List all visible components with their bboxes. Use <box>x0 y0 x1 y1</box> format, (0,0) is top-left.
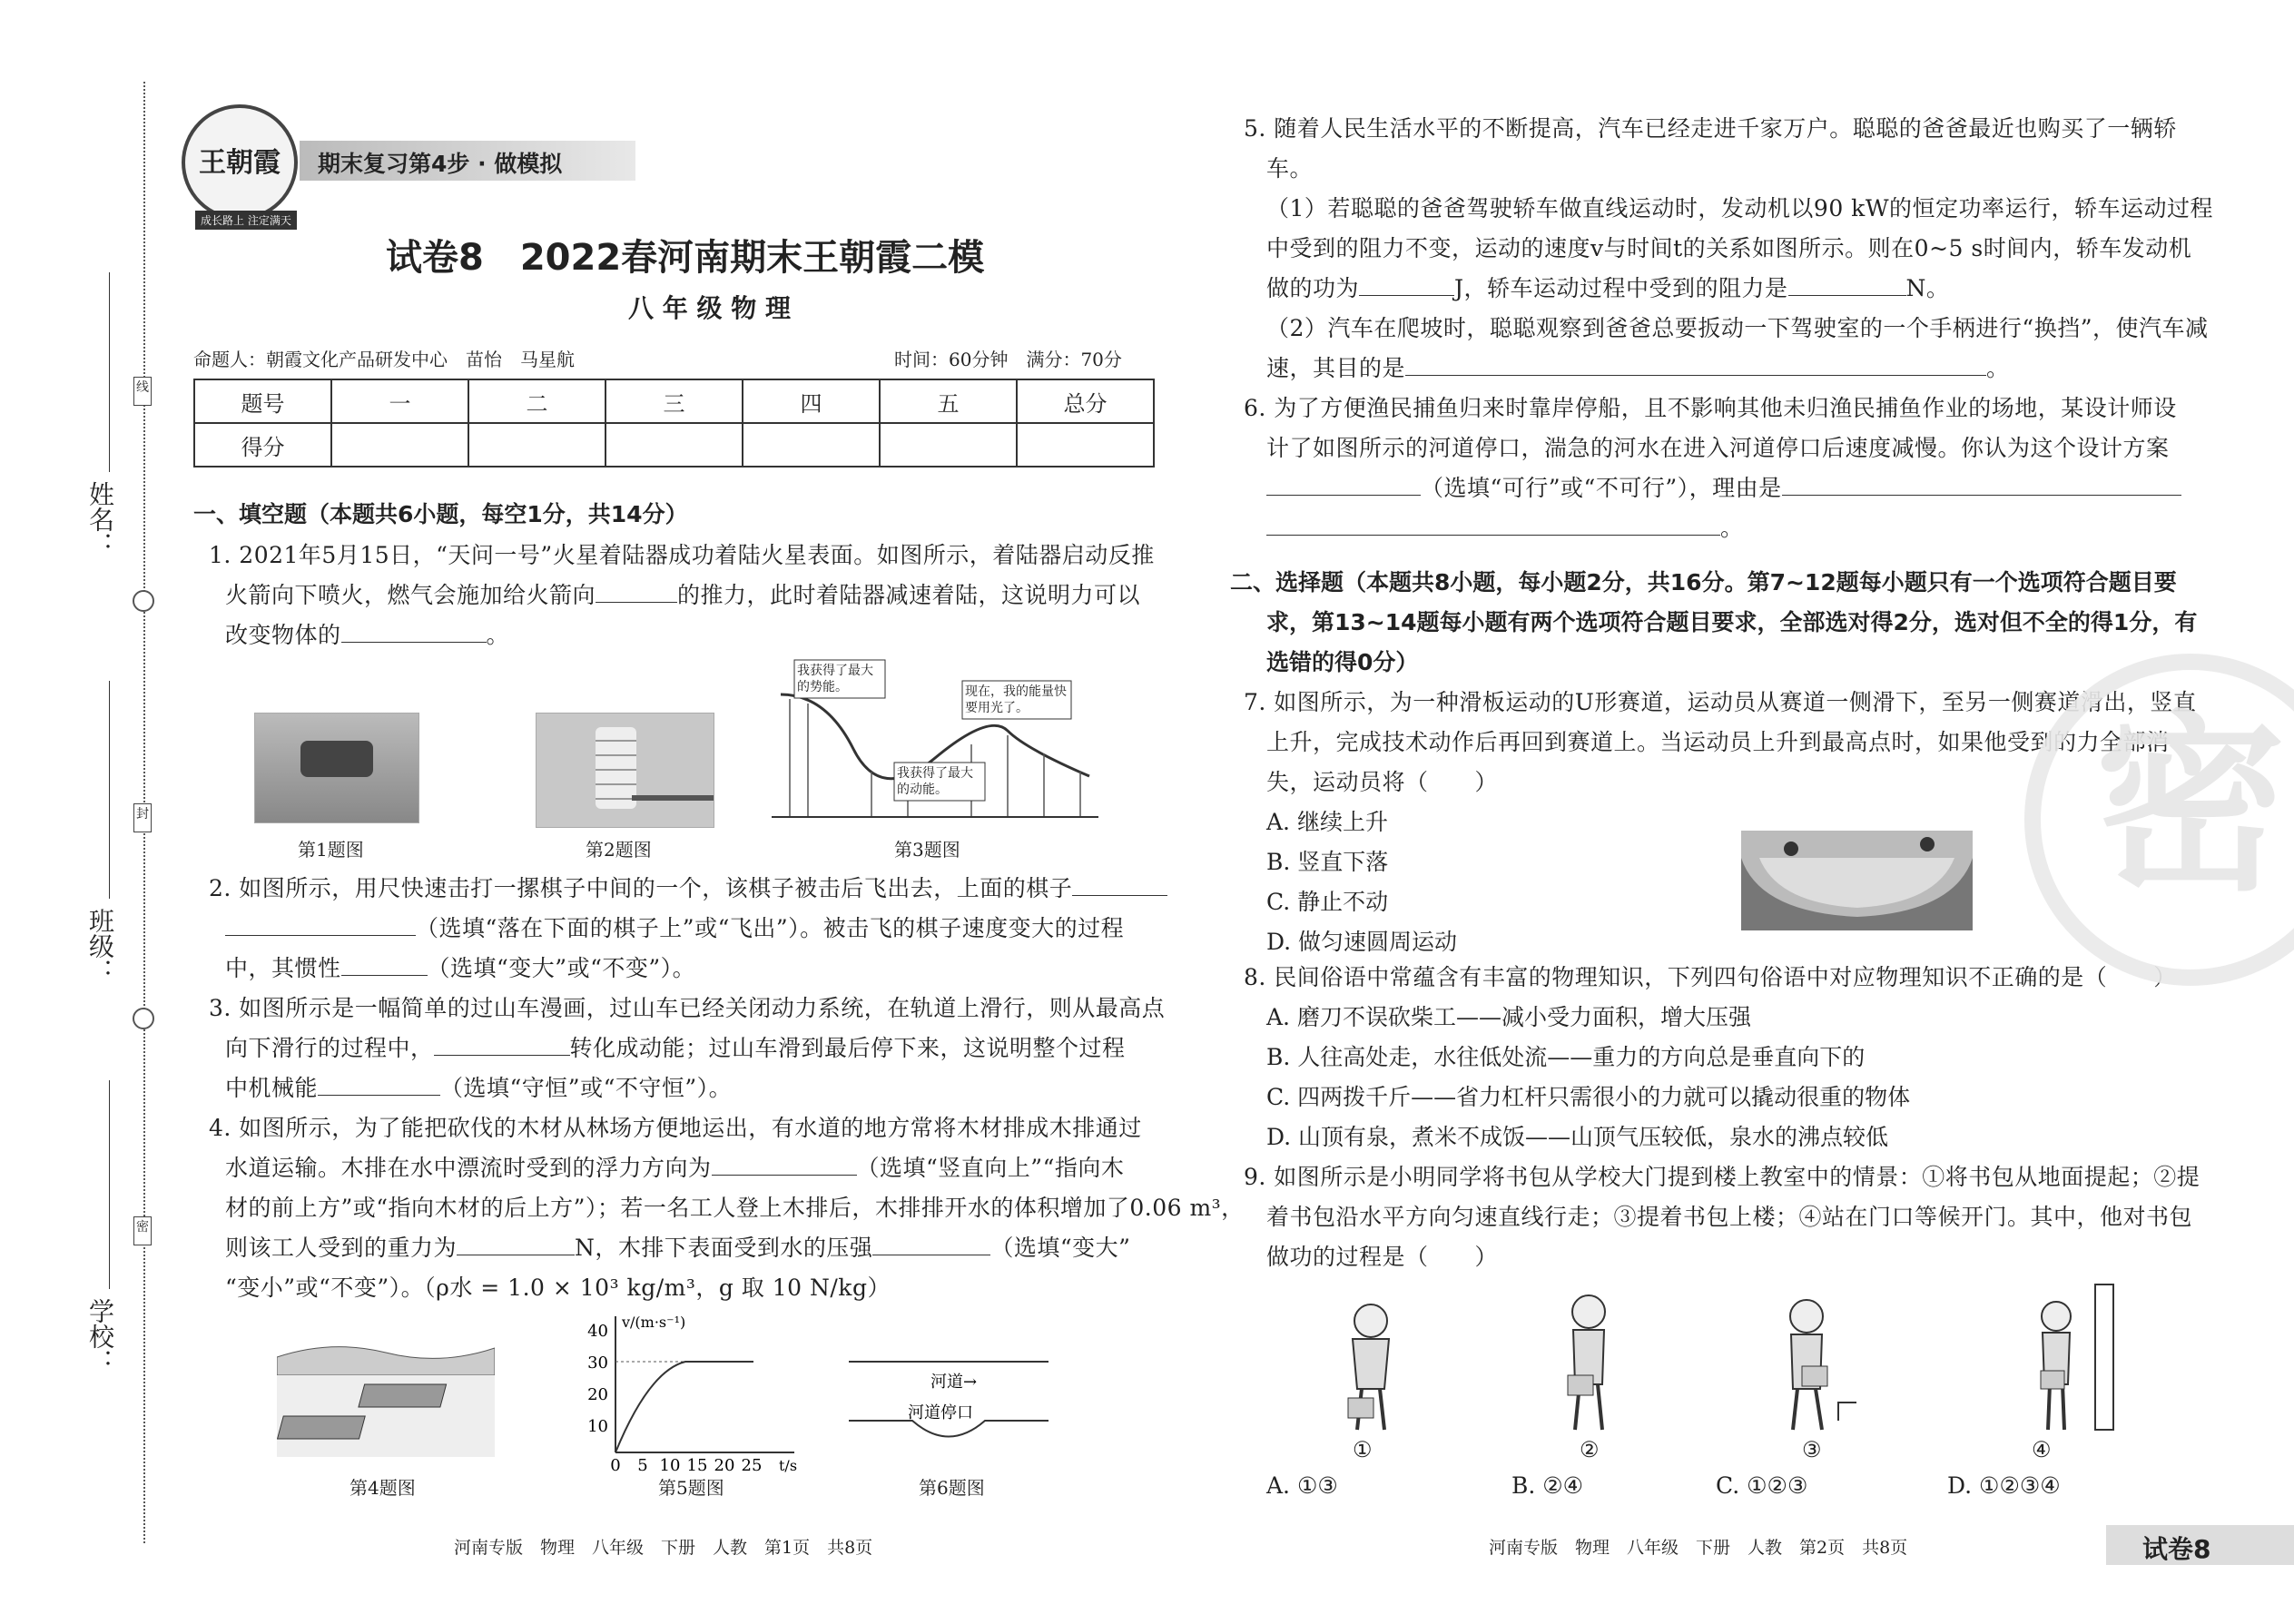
lander-shape <box>300 741 373 777</box>
text-line <box>1244 269 2213 309</box>
answer-blank[interactable] <box>1266 509 1720 536</box>
answer-blank[interactable] <box>341 616 487 643</box>
table-cell: 五 <box>880 379 1017 423</box>
paper-title: 试卷8 2022春河南期末王朝霞二模 <box>386 237 985 279</box>
option[interactable]: D. 做匀速圆周运动 <box>1266 929 1458 955</box>
text-line: 二、选择题（本题共8小题，每小题2分，共16分。第7~12题每小题只有一个选项符合题目要 <box>1230 569 2177 595</box>
text: 的推力，此时着陆器减速着陆，这说明力可以 <box>677 582 1141 608</box>
figure-caption: 第4题图 <box>350 1477 416 1499</box>
question-2 <box>209 869 1167 989</box>
text-line <box>1244 508 2181 548</box>
answer-blank[interactable] <box>596 576 677 603</box>
text: 中机械能 <box>225 1075 319 1101</box>
figure-caption: 第5题图 <box>658 1477 724 1499</box>
text-line: 失，运动员将（ ） <box>1266 769 1499 795</box>
text-line: 中受到的阻力不变，运动的速度v与时间t的关系如图所示。则在0~5 s时间内，轿车发动机 <box>1266 235 2192 261</box>
text-line: “变小”或“不变”）。（ρ水 = 1.0 × 10³ kg/m³，g 取 10 N/kg） <box>225 1275 891 1301</box>
paper-tag-label: 试卷8 <box>2142 1534 2211 1564</box>
school-label: 学校： <box>85 1298 115 1374</box>
student-figure <box>2024 1280 2124 1434</box>
logo-name: 王朝霞 <box>199 147 281 179</box>
text: 转化成动能；过山车滑到最后停下来，这说明整个过程 <box>569 1035 1126 1061</box>
text-line: 6. 为了方便渔民捕鱼归来时靠岸停船，且不影响其他未归渔民捕鱼作业的场地，某设计师设 <box>1244 395 2177 421</box>
text: （选填“变大” <box>990 1235 1131 1261</box>
text-line: 1. 2021年5月15日，“天问一号”火星着陆器成功着陆火星表面。如图所示，着陆器启动反推 <box>209 542 1155 568</box>
table-cell: 得分 <box>194 423 331 467</box>
text: 改变物体的 <box>225 622 341 648</box>
tick-label: 20 <box>587 1385 608 1404</box>
option[interactable]: A. 磨刀不误砍柴工——减小受力面积，增大压强 <box>1266 1004 1751 1030</box>
tick-label: 10 <box>587 1417 608 1436</box>
text-line: 3. 如图所示是一幅简单的过山车漫画，过山车已经关闭动力系统，在轨道上滑行，则从最高点 <box>209 995 1166 1021</box>
text-line <box>1244 468 2181 508</box>
answer-blank[interactable] <box>1266 469 1421 496</box>
text-line <box>209 1148 1245 1188</box>
secret-stamp <box>2024 654 2294 986</box>
option[interactable]: C. 四两拨千斤——省力杠杆只需很小的力就可以撬动很重的物体 <box>1266 1084 1911 1110</box>
school-line <box>109 1080 110 1289</box>
score-table-header-row <box>194 379 1154 423</box>
score-table <box>193 379 1155 468</box>
text-line <box>209 576 1155 615</box>
speech-bubble: 我获得了最大的势能。 <box>797 664 873 694</box>
text-line: 材的前上方”或“指向木材的后上方”）；若一名工人登上木排后，木排排开水的体积增加了0.06 m³， <box>225 1195 1245 1221</box>
text-line: 着书包沿水平方向匀速直线行走；③提着书包上楼；④站在门口等候开门。其中，他对书包 <box>1266 1204 2193 1230</box>
y-axis-label: v/(m·s⁻¹) <box>622 1314 686 1331</box>
section-heading <box>1230 563 2197 683</box>
river-port-figure <box>849 1353 1049 1452</box>
figure-caption: 第6题图 <box>919 1477 985 1499</box>
binding-mark: 线 <box>133 377 152 406</box>
answer-blank[interactable] <box>712 1149 857 1176</box>
text-line: 8. 民间俗语中常蕴含有丰富的物理知识，下列四句俗语中对应物理知识不正确的是（ ） <box>1244 964 2177 990</box>
text: 向下滑行的过程中， <box>225 1035 434 1061</box>
question-8 <box>1244 958 2177 998</box>
table-cell: 三 <box>605 379 743 423</box>
stamp-text: 密 <box>2094 694 2286 917</box>
score-input-cell[interactable] <box>331 423 468 467</box>
text-line: 5. 随着人民生活水平的不断提高，汽车已经走进千家万户。聪聪的爸爸最近也购买了一辆轿 <box>1244 115 2177 142</box>
table-cell: 二 <box>468 379 605 423</box>
text: 则该工人受到的重力为 <box>225 1235 458 1261</box>
name-label: 姓名： <box>85 481 115 557</box>
score-input-cell[interactable] <box>468 423 605 467</box>
river-label: 河道→ <box>930 1373 978 1392</box>
score-input-cell[interactable] <box>1017 423 1154 467</box>
question-1 <box>209 536 1155 655</box>
text-line <box>209 1068 1165 1108</box>
text: （选填“守恒”或“不守恒”）。 <box>440 1075 733 1101</box>
chess-stack-photo <box>536 713 714 828</box>
text-line: 4. 如图所示，为了能把砍伐的木材从林场方便地运出，有水道的地方常将木材排成木排通过 <box>209 1115 1142 1141</box>
speech-bubble: 我获得了最大的动能。 <box>897 766 973 797</box>
text-line: 车。 <box>1266 155 1314 182</box>
x-axis-label: t/s <box>779 1457 798 1474</box>
text: （选填“变大”或“不变”）。 <box>427 955 696 981</box>
answer-blank[interactable] <box>318 1069 440 1096</box>
velocity-time-graph <box>572 1307 808 1475</box>
question-6 <box>1244 389 2181 548</box>
score-table-score-row <box>194 423 1154 467</box>
answer-blank[interactable] <box>457 1229 575 1255</box>
class-label: 班级： <box>85 908 115 984</box>
text-line <box>209 909 1167 949</box>
binding-mark: 封 <box>133 803 152 832</box>
speech-bubble: 现在，我的能量快要用光了。 <box>965 684 1067 715</box>
exam-time: 时间：60分钟 满分：70分 <box>894 349 1122 370</box>
answer-blank[interactable] <box>872 1229 990 1255</box>
tick-label: 20 <box>714 1456 735 1475</box>
text: 2. 如图所示，用尺快速击打一摞棋子中间的一个，该棋子被击后飞出去，上面的棋子 <box>209 875 1073 901</box>
figure-number: ② <box>1580 1437 1600 1462</box>
text: 。 <box>1720 515 1744 541</box>
binding-mark: 密 <box>133 1216 152 1245</box>
answer-blank[interactable] <box>1788 270 1906 296</box>
text-line <box>209 615 1155 655</box>
text: J，轿车运动过程中受到的阻力是 <box>1454 275 1788 301</box>
binding-hole <box>133 1008 154 1029</box>
text-line: 上升，完成技术动作后再回到赛道上。当运动员上升到最高点时，如果他受到的力全部消 <box>1266 729 2170 755</box>
text: （选填“落在下面的棋子上”或“飞出”）。被击飞的棋子速度变大的过程 <box>416 915 1125 941</box>
student-figure <box>1548 1289 1629 1434</box>
page-footer: 河南专版 物理 八年级 下册 人教 第2页 共8页 <box>1489 1538 1908 1558</box>
table-cell: 四 <box>743 379 880 423</box>
answer-blank[interactable] <box>1072 870 1167 896</box>
answer-blank[interactable] <box>1359 270 1454 296</box>
option[interactable]: A. 继续上升 <box>1266 809 1388 835</box>
halfpipe-photo <box>1741 831 1973 930</box>
question-9 <box>1244 1157 2200 1277</box>
option[interactable]: B. ②④ <box>1511 1472 1584 1499</box>
figure-caption: 第1题图 <box>298 839 364 861</box>
tick-label: 40 <box>587 1322 608 1341</box>
text-line <box>209 1228 1245 1268</box>
tick-label: 0 <box>610 1456 621 1475</box>
ruler <box>632 795 714 801</box>
figure-number: ① <box>1353 1437 1373 1462</box>
text-line <box>209 869 1167 909</box>
answer-blank[interactable] <box>1405 349 1986 376</box>
text: 火箭向下喷火，燃气会施加给火箭向 <box>225 582 596 608</box>
option[interactable]: C. ①②③ <box>1716 1472 1808 1499</box>
option[interactable]: B. 竖直下落 <box>1266 849 1389 875</box>
authors: 命题人：朝霞文化产品研发中心 苗怡 马星航 <box>193 349 575 370</box>
student-figure <box>1330 1298 1412 1434</box>
figure-number: ③ <box>1802 1437 1822 1462</box>
text-line: 求，第13~14题每小题有两个选项符合题目要求，全部选对得2分，选对但不全的得1分，有 <box>1266 609 2198 635</box>
port-label: 河道停口 <box>908 1403 973 1422</box>
text-line: （1）若聪聪的爸爸驾驶轿车做直线运动时，发动机以90 kW的恒定功率运行，轿车运动过程 <box>1266 195 2214 221</box>
text: 。 <box>1986 355 2010 381</box>
table-cell: 总分 <box>1017 379 1154 423</box>
text: 速，其目的是 <box>1266 355 1406 381</box>
tick-label: 15 <box>686 1456 708 1475</box>
text-line: 7. 如图所示，为一种滑板运动的U形赛道，运动员从赛道一侧滑下，至另一侧赛道滑出，竖直 <box>1244 689 2197 715</box>
text-line <box>1244 349 2213 389</box>
answer-blank[interactable] <box>225 910 416 936</box>
paper-subtitle: 八 年 级 物 理 <box>628 293 791 323</box>
figure-number: ④ <box>2032 1437 2052 1462</box>
chess-stack <box>596 727 636 809</box>
class-line <box>109 681 110 899</box>
text-line: 做功的过程是（ ） <box>1266 1244 1499 1270</box>
text: （选填“可行”或“不可行”），理由是 <box>1421 475 1782 501</box>
text-line <box>209 949 1167 989</box>
text: N，木排下表面受到水的压强 <box>575 1235 873 1261</box>
logo-tag: 成长路上 注定满天 <box>195 211 297 230</box>
question-5 <box>1244 109 2213 389</box>
figure-caption: 第3题图 <box>894 839 960 861</box>
question-4 <box>209 1108 1245 1308</box>
option[interactable]: D. ①②③④ <box>1947 1472 2061 1499</box>
text: 。 <box>486 622 510 648</box>
q8-options <box>1266 998 1910 1157</box>
mars-lander-photo <box>254 713 419 823</box>
option[interactable]: D. 山顶有泉，煮米不成饭——山顶气压较低，泉水的沸点较低 <box>1266 1124 1889 1150</box>
option[interactable]: B. 人往高处走，水往低处流——重力的方向总是垂直向下的 <box>1266 1044 1866 1070</box>
text: （选填“竖直向上”“指向木 <box>856 1155 1125 1181</box>
score-input-cell[interactable] <box>880 423 1017 467</box>
student-figure <box>1766 1294 1875 1434</box>
log-raft-figure <box>277 1339 495 1457</box>
text: 水道运输。木排在水中漂流时受到的浮力方向为 <box>225 1155 712 1181</box>
text-line <box>209 1029 1165 1068</box>
text-line: 9. 如图所示是小明同学将书包从学校大门提到楼上教室中的情景：①将书包从地面提起；②提 <box>1244 1164 2200 1190</box>
answer-blank[interactable] <box>434 1029 570 1056</box>
page-footer: 河南专版 物理 八年级 下册 人教 第1页 共8页 <box>454 1538 873 1558</box>
answer-blank[interactable] <box>341 950 428 976</box>
tick-label: 30 <box>587 1353 608 1373</box>
step-banner <box>300 141 635 181</box>
table-cell: 一 <box>331 379 468 423</box>
name-line <box>109 272 110 472</box>
option[interactable]: C. 静止不动 <box>1266 889 1389 915</box>
text: N。 <box>1905 275 1950 301</box>
text-line: 计了如图所示的河道停口，湍急的河水在进入河道停口后速度减慢。你认为这个设计方案 <box>1266 435 2170 461</box>
text-line: 选错的得0分） <box>1266 649 1419 675</box>
binding-hole <box>133 590 154 612</box>
figure-caption: 第2题图 <box>586 839 652 861</box>
tick-label: 5 <box>637 1456 648 1475</box>
section-heading: 一、填空题（本题共6小题，每空1分，共14分） <box>193 501 688 527</box>
q7-options <box>1266 802 1457 962</box>
table-cell: 题号 <box>194 379 331 423</box>
text: 中，其惯性 <box>225 955 341 981</box>
option[interactable]: A. ①③ <box>1266 1472 1338 1499</box>
question-3 <box>209 989 1165 1108</box>
text: 做的功为 <box>1266 275 1360 301</box>
tick-label: 25 <box>741 1456 763 1475</box>
score-input-cell[interactable] <box>605 423 743 467</box>
brand-logo <box>182 104 298 221</box>
paper-tag <box>2106 1525 2294 1565</box>
tick-label: 10 <box>659 1456 681 1475</box>
answer-blank[interactable] <box>1782 469 2181 496</box>
text-line: （2）汽车在爬坡时，聪聪观察到爸爸总要扳动一下驾驶室的一个手柄进行“换挡”，使汽车减 <box>1266 315 2209 341</box>
score-input-cell[interactable] <box>743 423 880 467</box>
step-label: 期末复习第4步 · 做模拟 <box>318 151 563 177</box>
